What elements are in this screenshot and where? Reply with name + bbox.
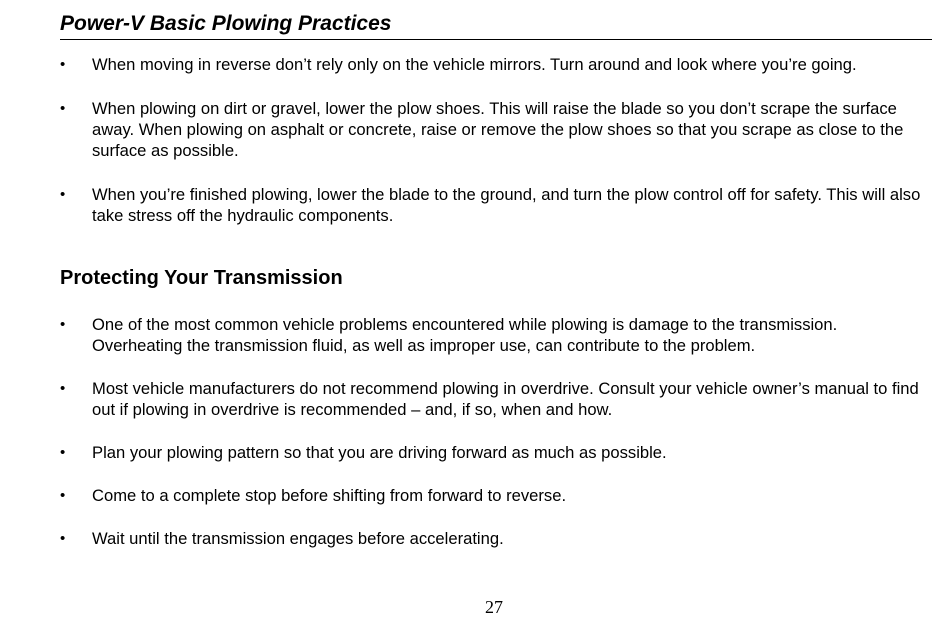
bullet-icon: • <box>60 444 66 461</box>
bullet-icon: • <box>60 530 66 547</box>
list-item <box>60 485 930 506</box>
plowing-practices-list <box>60 54 930 249</box>
list-item-text: Come to a complete stop before shifting from forward to reverse. <box>92 486 567 505</box>
bullet-icon: • <box>60 186 66 203</box>
list-item-text: Most vehicle manufacturers do not recommend plowing in overdrive. Consult your vehicle owner’s manual to find out if plowing in overdrive is recommended – and, if so, when and how. <box>92 379 919 419</box>
bullet-icon: • <box>60 316 66 333</box>
list-item-text: When moving in reverse don’t rely only on the vehicle mirrors. Turn around and look where you’re going. <box>92 55 857 74</box>
list-item <box>60 378 930 420</box>
list-item <box>60 98 930 161</box>
bullet-icon: • <box>60 380 66 397</box>
page-number: 27 <box>485 597 503 617</box>
transmission-tips-list <box>60 314 930 571</box>
list-item-text: One of the most common vehicle problems encountered while plowing is damage to the transmission. Overheating the transmission fluid, as well as improper use, can contribute to the problem. <box>92 315 838 355</box>
list-item <box>60 314 930 356</box>
page-title: Power-V Basic Plowing Practices <box>60 12 392 35</box>
list-item <box>60 54 930 75</box>
bullet-icon: • <box>60 487 66 504</box>
bullet-icon: • <box>60 56 66 73</box>
bullet-icon: • <box>60 100 66 117</box>
section-heading: Protecting Your Transmission <box>60 267 343 289</box>
title-underline-rule <box>60 39 932 40</box>
list-item <box>60 442 930 463</box>
list-item-text: When plowing on dirt or gravel, lower the plow shoes. This will raise the blade so you don’t scrape the surface away. When plowing on asphalt or concrete, raise or remove the plow shoes so that you scrape as close to the surface as possible. <box>92 99 904 160</box>
list-item <box>60 528 930 549</box>
list-item <box>60 184 930 226</box>
list-item-text: Wait until the transmission engages before accelerating. <box>92 529 504 548</box>
list-item-text: Plan your plowing pattern so that you are driving forward as much as possible. <box>92 443 667 462</box>
list-item-text: When you’re finished plowing, lower the blade to the ground, and turn the plow control off for safety. This will also take stress off the hydraulic components. <box>92 185 921 225</box>
